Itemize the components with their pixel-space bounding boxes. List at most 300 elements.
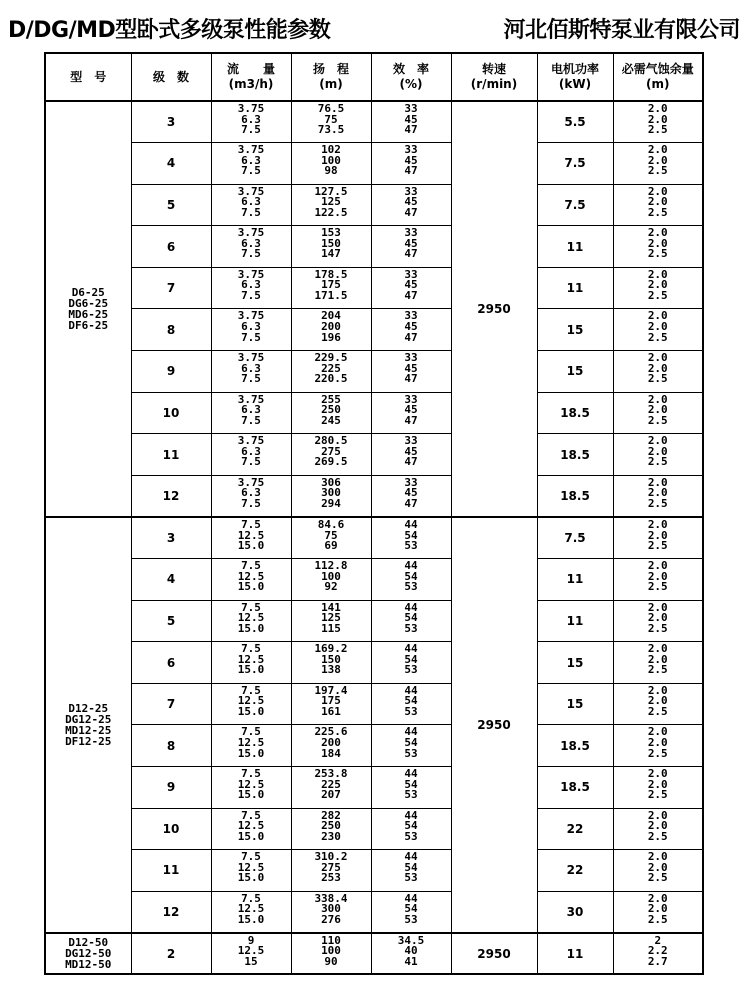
head-value: 204 bbox=[321, 309, 341, 323]
flow-cell bbox=[211, 850, 291, 892]
flow-value: 15.0 bbox=[237, 829, 265, 843]
npsh-value: 2.0 bbox=[647, 195, 668, 209]
efficiency-value: 45 bbox=[404, 361, 418, 375]
npsh-cell bbox=[613, 309, 703, 351]
head-cell bbox=[291, 143, 371, 185]
power-cell: 5.5 bbox=[537, 101, 613, 143]
efficiency-value: 45 bbox=[404, 320, 418, 334]
head-value: 175 bbox=[321, 278, 341, 292]
stage-cell: 7 bbox=[131, 267, 211, 309]
flow-value: 7.5 bbox=[241, 517, 261, 531]
head-value: 220.5 bbox=[314, 372, 348, 386]
npsh-cell bbox=[613, 559, 703, 601]
flow-value: 7.5 bbox=[241, 247, 261, 261]
head-value: 269.5 bbox=[314, 455, 348, 469]
table-row bbox=[45, 351, 703, 393]
head-value: 300 bbox=[321, 486, 341, 500]
flow-value: 7.5 bbox=[241, 372, 261, 386]
efficiency-cell bbox=[371, 143, 451, 185]
npsh-value: 2.0 bbox=[647, 351, 668, 365]
efficiency-value: 47 bbox=[404, 330, 418, 344]
efficiency-value: 45 bbox=[404, 195, 418, 209]
power-cell: 18.5 bbox=[537, 767, 613, 809]
head-cell bbox=[291, 101, 371, 143]
efficiency-value: 54 bbox=[404, 736, 418, 749]
efficiency-value: 45 bbox=[404, 444, 418, 458]
efficiency-value: 44 bbox=[404, 600, 418, 614]
efficiency-value: 45 bbox=[404, 486, 418, 500]
flow-value: 7.5 bbox=[241, 600, 261, 614]
power-cell: 7.5 bbox=[537, 143, 613, 185]
efficiency-value: 53 bbox=[404, 663, 418, 677]
flow-value: 7.5 bbox=[241, 642, 261, 656]
head-value: 338.4 bbox=[314, 891, 348, 905]
flow-value: 3.75 bbox=[237, 267, 265, 281]
head-value: 275 bbox=[321, 860, 341, 874]
efficiency-value: 47 bbox=[404, 455, 418, 469]
efficiency-value: 33 bbox=[404, 226, 418, 240]
flow-cell bbox=[211, 101, 291, 143]
head-cell bbox=[291, 517, 371, 559]
power-cell: 11 bbox=[537, 600, 613, 642]
efficiency-value: 47 bbox=[404, 123, 418, 137]
head-value: 75 bbox=[324, 112, 338, 126]
npsh-value: 2.0 bbox=[647, 517, 668, 531]
npsh-value: 2.5 bbox=[647, 705, 668, 718]
npsh-value: 2.0 bbox=[647, 184, 668, 198]
head-value: 310.2 bbox=[314, 850, 348, 864]
efficiency-cell bbox=[371, 184, 451, 226]
efficiency-value: 33 bbox=[404, 392, 418, 406]
model-cell bbox=[45, 101, 131, 517]
flow-value: 15.0 bbox=[237, 746, 265, 760]
head-value: 196 bbox=[321, 330, 341, 344]
power-cell: 18.5 bbox=[537, 392, 613, 434]
table-row bbox=[45, 226, 703, 268]
head-value: 178.5 bbox=[314, 267, 348, 281]
head-value: 153 bbox=[321, 226, 341, 240]
flow-cell bbox=[211, 143, 291, 185]
column-header-power bbox=[537, 53, 613, 101]
npsh-value: 2.2 bbox=[647, 944, 668, 958]
power-cell: 15 bbox=[537, 351, 613, 393]
column-header-speed bbox=[451, 53, 537, 101]
npsh-cell bbox=[613, 351, 703, 393]
model-name: DF6-25 bbox=[68, 318, 109, 332]
table-row bbox=[45, 683, 703, 725]
flow-value: 7.5 bbox=[241, 891, 261, 905]
flow-value: 15.0 bbox=[237, 788, 265, 802]
efficiency-cell bbox=[371, 475, 451, 517]
flow-cell bbox=[211, 392, 291, 434]
model-group bbox=[45, 101, 703, 517]
efficiency-value: 53 bbox=[404, 871, 418, 885]
npsh-value: 2.0 bbox=[647, 850, 668, 864]
column-unit: (r/min) bbox=[470, 77, 518, 91]
column-label: 流 量 bbox=[226, 62, 275, 76]
flow-cell bbox=[211, 891, 291, 933]
stage-cell: 12 bbox=[131, 891, 211, 933]
flow-cell bbox=[211, 267, 291, 309]
table-row bbox=[45, 808, 703, 850]
efficiency-cell bbox=[371, 642, 451, 684]
head-value: 122.5 bbox=[314, 205, 348, 219]
efficiency-value: 54 bbox=[404, 694, 418, 708]
flow-value: 3.75 bbox=[237, 392, 265, 406]
flow-value: 7.5 bbox=[241, 164, 261, 178]
efficiency-cell bbox=[371, 725, 451, 767]
flow-value: 12.5 bbox=[237, 694, 265, 708]
stage-cell: 12 bbox=[131, 475, 211, 517]
efficiency-cell bbox=[371, 434, 451, 476]
npsh-value: 2.5 bbox=[647, 621, 668, 635]
column-label: 型 号 bbox=[70, 69, 107, 84]
head-value: 110 bbox=[321, 933, 341, 947]
npsh-value: 2.0 bbox=[647, 736, 668, 749]
flow-value: 9 bbox=[247, 933, 255, 947]
npsh-value: 2.5 bbox=[647, 205, 668, 219]
table-row bbox=[45, 767, 703, 809]
flow-value: 15 bbox=[244, 955, 258, 969]
flow-value: 6.3 bbox=[241, 236, 261, 250]
npsh-value: 2.5 bbox=[647, 497, 668, 511]
flow-cell bbox=[211, 309, 291, 351]
head-value: 225 bbox=[321, 361, 341, 375]
power-cell: 15 bbox=[537, 683, 613, 725]
head-value: 275 bbox=[321, 444, 341, 458]
flow-cell bbox=[211, 434, 291, 476]
model-name: MD12-25 bbox=[65, 723, 112, 737]
flow-value: 6.3 bbox=[241, 444, 261, 458]
head-value: 250 bbox=[321, 403, 341, 417]
power-cell: 7.5 bbox=[537, 184, 613, 226]
efficiency-value: 40 bbox=[404, 944, 418, 958]
power-cell: 11 bbox=[537, 267, 613, 309]
flow-value: 12.5 bbox=[237, 860, 265, 874]
npsh-value: 2.5 bbox=[647, 788, 668, 802]
model-name: D12-25 bbox=[68, 701, 109, 715]
power-cell: 30 bbox=[537, 891, 613, 933]
column-label: 必需气蚀余量 bbox=[621, 62, 694, 76]
npsh-value: 2.0 bbox=[647, 486, 668, 500]
efficiency-value: 47 bbox=[404, 164, 418, 178]
performance-table bbox=[44, 52, 704, 975]
head-value: 150 bbox=[321, 652, 341, 666]
flow-value: 7.5 bbox=[241, 289, 261, 303]
efficiency-value: 33 bbox=[404, 434, 418, 448]
stage-cell: 2 bbox=[131, 933, 211, 975]
flow-cell bbox=[211, 517, 291, 559]
npsh-value: 2.0 bbox=[647, 902, 668, 916]
power-cell: 15 bbox=[537, 642, 613, 684]
flow-value: 6.3 bbox=[241, 361, 261, 375]
efficiency-value: 33 bbox=[404, 351, 418, 365]
model-name: MD6-25 bbox=[68, 307, 109, 321]
npsh-value: 2.5 bbox=[647, 663, 668, 677]
flow-value: 12.5 bbox=[237, 819, 265, 833]
npsh-value: 2.0 bbox=[647, 392, 668, 406]
power-cell: 15 bbox=[537, 309, 613, 351]
head-value: 92 bbox=[324, 580, 338, 594]
column-unit: (%) bbox=[399, 77, 423, 91]
power-cell: 18.5 bbox=[537, 725, 613, 767]
head-value: 169.2 bbox=[314, 642, 348, 656]
flow-value: 3.75 bbox=[237, 475, 265, 489]
head-cell bbox=[291, 767, 371, 809]
npsh-value: 2.5 bbox=[647, 247, 668, 261]
efficiency-value: 34.5 bbox=[397, 933, 425, 947]
npsh-value: 2.0 bbox=[647, 361, 668, 375]
column-unit: (m3/h) bbox=[228, 77, 274, 91]
efficiency-value: 33 bbox=[404, 143, 418, 157]
model-name: D12-50 bbox=[68, 936, 109, 950]
model-name: DG12-25 bbox=[65, 712, 112, 726]
stage-cell: 6 bbox=[131, 642, 211, 684]
head-cell bbox=[291, 891, 371, 933]
efficiency-value: 54 bbox=[404, 902, 418, 916]
flow-value: 7.5 bbox=[241, 850, 261, 864]
npsh-value: 2.0 bbox=[647, 642, 668, 656]
head-cell bbox=[291, 850, 371, 892]
head-cell bbox=[291, 933, 371, 975]
table-row bbox=[45, 267, 703, 309]
flow-value: 7.5 bbox=[241, 455, 261, 469]
npsh-cell bbox=[613, 642, 703, 684]
efficiency-value: 53 bbox=[404, 705, 418, 718]
flow-cell bbox=[211, 933, 291, 975]
efficiency-value: 47 bbox=[404, 289, 418, 303]
model-group bbox=[45, 517, 703, 933]
column-header-head bbox=[291, 53, 371, 101]
head-value: 138 bbox=[321, 663, 341, 677]
efficiency-value: 54 bbox=[404, 611, 418, 625]
npsh-cell bbox=[613, 767, 703, 809]
table-row bbox=[45, 517, 703, 559]
head-value: 98 bbox=[324, 164, 338, 178]
flow-value: 7.5 bbox=[241, 683, 261, 697]
npsh-cell bbox=[613, 808, 703, 850]
flow-value: 6.3 bbox=[241, 486, 261, 500]
flow-cell bbox=[211, 475, 291, 517]
efficiency-cell bbox=[371, 891, 451, 933]
npsh-value: 2.0 bbox=[647, 267, 668, 281]
efficiency-value: 44 bbox=[404, 725, 418, 739]
head-value: 125 bbox=[321, 195, 341, 209]
stage-cell: 9 bbox=[131, 351, 211, 393]
table-row bbox=[45, 559, 703, 601]
npsh-value: 2.0 bbox=[647, 600, 668, 614]
flow-cell bbox=[211, 767, 291, 809]
efficiency-value: 45 bbox=[404, 403, 418, 417]
model-name: DG6-25 bbox=[68, 296, 109, 310]
head-cell bbox=[291, 434, 371, 476]
efficiency-value: 33 bbox=[404, 102, 418, 115]
model-name: DG12-50 bbox=[65, 947, 112, 961]
flow-value: 6.3 bbox=[241, 278, 261, 292]
head-value: 250 bbox=[321, 819, 341, 833]
head-value: 253 bbox=[321, 871, 341, 885]
head-value: 184 bbox=[321, 746, 341, 760]
head-cell bbox=[291, 226, 371, 268]
head-value: 84.6 bbox=[317, 517, 345, 531]
flow-cell bbox=[211, 808, 291, 850]
npsh-value: 2.0 bbox=[647, 652, 668, 666]
flow-value: 15.0 bbox=[237, 663, 265, 677]
column-header-efficiency bbox=[371, 53, 451, 101]
efficiency-cell bbox=[371, 683, 451, 725]
npsh-cell bbox=[613, 725, 703, 767]
efficiency-value: 53 bbox=[404, 621, 418, 635]
npsh-value: 2.0 bbox=[647, 434, 668, 448]
npsh-value: 2.7 bbox=[647, 955, 668, 969]
flow-value: 3.75 bbox=[237, 226, 265, 240]
npsh-value: 2.5 bbox=[647, 912, 668, 926]
efficiency-cell bbox=[371, 392, 451, 434]
head-cell bbox=[291, 808, 371, 850]
efficiency-value: 44 bbox=[404, 517, 418, 531]
npsh-value: 2.5 bbox=[647, 539, 668, 553]
column-label: 电机功率 bbox=[550, 62, 599, 76]
table-row bbox=[45, 392, 703, 434]
efficiency-cell bbox=[371, 933, 451, 975]
npsh-value: 2.0 bbox=[647, 777, 668, 791]
flow-value: 12.5 bbox=[237, 569, 265, 583]
npsh-value: 2.5 bbox=[647, 289, 668, 303]
efficiency-value: 54 bbox=[404, 860, 418, 874]
flow-value: 15.0 bbox=[237, 705, 265, 718]
efficiency-value: 53 bbox=[404, 746, 418, 760]
head-value: 200 bbox=[321, 320, 341, 334]
flow-value: 15.0 bbox=[237, 912, 265, 926]
head-cell bbox=[291, 600, 371, 642]
head-value: 200 bbox=[321, 736, 341, 749]
efficiency-value: 45 bbox=[404, 236, 418, 250]
efficiency-value: 53 bbox=[404, 788, 418, 802]
table-row bbox=[45, 143, 703, 185]
flow-value: 12.5 bbox=[237, 944, 265, 958]
power-cell: 22 bbox=[537, 850, 613, 892]
npsh-value: 2.5 bbox=[647, 455, 668, 469]
npsh-value: 2.0 bbox=[647, 309, 668, 323]
flow-value: 6.3 bbox=[241, 195, 261, 209]
npsh-cell bbox=[613, 267, 703, 309]
page-header bbox=[0, 0, 750, 46]
npsh-value: 2.0 bbox=[647, 143, 668, 157]
speed-cell: 2950 bbox=[451, 101, 537, 517]
stage-cell: 11 bbox=[131, 434, 211, 476]
npsh-value: 2.0 bbox=[647, 694, 668, 708]
model-name: DF12-25 bbox=[65, 734, 112, 748]
head-value: 100 bbox=[321, 153, 341, 167]
efficiency-cell bbox=[371, 559, 451, 601]
flow-value: 12.5 bbox=[237, 777, 265, 791]
efficiency-value: 47 bbox=[404, 413, 418, 427]
efficiency-cell bbox=[371, 226, 451, 268]
column-header-stage bbox=[131, 53, 211, 101]
flow-value: 7.5 bbox=[241, 123, 261, 137]
table-row bbox=[45, 101, 703, 143]
npsh-cell bbox=[613, 475, 703, 517]
speed-cell: 2950 bbox=[451, 933, 537, 975]
efficiency-value: 44 bbox=[404, 767, 418, 780]
efficiency-value: 53 bbox=[404, 912, 418, 926]
head-value: 175 bbox=[321, 694, 341, 708]
head-cell bbox=[291, 184, 371, 226]
flow-cell bbox=[211, 226, 291, 268]
efficiency-value: 41 bbox=[404, 955, 418, 969]
head-value: 255 bbox=[321, 392, 341, 406]
table-row bbox=[45, 309, 703, 351]
head-value: 300 bbox=[321, 902, 341, 916]
efficiency-value: 45 bbox=[404, 112, 418, 126]
column-label: 级 数 bbox=[152, 69, 189, 84]
flow-cell bbox=[211, 184, 291, 226]
stage-cell: 3 bbox=[131, 517, 211, 559]
stage-cell: 8 bbox=[131, 725, 211, 767]
efficiency-cell bbox=[371, 767, 451, 809]
efficiency-value: 44 bbox=[404, 850, 418, 864]
npsh-value: 2.5 bbox=[647, 372, 668, 386]
npsh-value: 2.0 bbox=[647, 725, 668, 739]
flow-value: 3.75 bbox=[237, 309, 265, 323]
npsh-value: 2.0 bbox=[647, 528, 668, 542]
flow-value: 7.5 bbox=[241, 725, 261, 739]
stage-cell: 10 bbox=[131, 808, 211, 850]
npsh-cell bbox=[613, 933, 703, 975]
efficiency-value: 47 bbox=[404, 497, 418, 511]
flow-cell bbox=[211, 351, 291, 393]
head-value: 100 bbox=[321, 944, 341, 958]
flow-value: 7.5 bbox=[241, 767, 261, 780]
power-cell: 18.5 bbox=[537, 434, 613, 476]
head-value: 229.5 bbox=[314, 351, 348, 365]
table-row bbox=[45, 184, 703, 226]
head-value: 230 bbox=[321, 829, 341, 843]
npsh-value: 2.0 bbox=[647, 860, 668, 874]
head-value: 75 bbox=[324, 528, 338, 542]
head-value: 141 bbox=[321, 600, 341, 614]
company-name: 河北佰斯特泵业有限公司 bbox=[503, 18, 740, 43]
efficiency-cell bbox=[371, 267, 451, 309]
npsh-cell bbox=[613, 850, 703, 892]
efficiency-cell bbox=[371, 101, 451, 143]
column-header-flow bbox=[211, 53, 291, 101]
power-cell: 7.5 bbox=[537, 517, 613, 559]
head-value: 280.5 bbox=[314, 434, 348, 448]
efficiency-value: 44 bbox=[404, 559, 418, 573]
efficiency-cell bbox=[371, 808, 451, 850]
npsh-value: 2 bbox=[654, 933, 662, 947]
npsh-value: 2.0 bbox=[647, 891, 668, 905]
npsh-value: 2.0 bbox=[647, 112, 668, 126]
column-header-model bbox=[45, 53, 131, 101]
npsh-value: 2.0 bbox=[647, 278, 668, 292]
flow-cell bbox=[211, 600, 291, 642]
npsh-cell bbox=[613, 184, 703, 226]
efficiency-value: 44 bbox=[404, 891, 418, 905]
head-value: 115 bbox=[321, 621, 341, 635]
flow-value: 7.5 bbox=[241, 205, 261, 219]
npsh-value: 2.0 bbox=[647, 475, 668, 489]
column-unit: (kW) bbox=[558, 77, 592, 91]
npsh-value: 2.5 bbox=[647, 746, 668, 760]
efficiency-value: 33 bbox=[404, 184, 418, 198]
head-cell bbox=[291, 559, 371, 601]
head-cell bbox=[291, 475, 371, 517]
power-cell: 18.5 bbox=[537, 475, 613, 517]
head-value: 282 bbox=[321, 808, 341, 822]
efficiency-value: 54 bbox=[404, 528, 418, 542]
